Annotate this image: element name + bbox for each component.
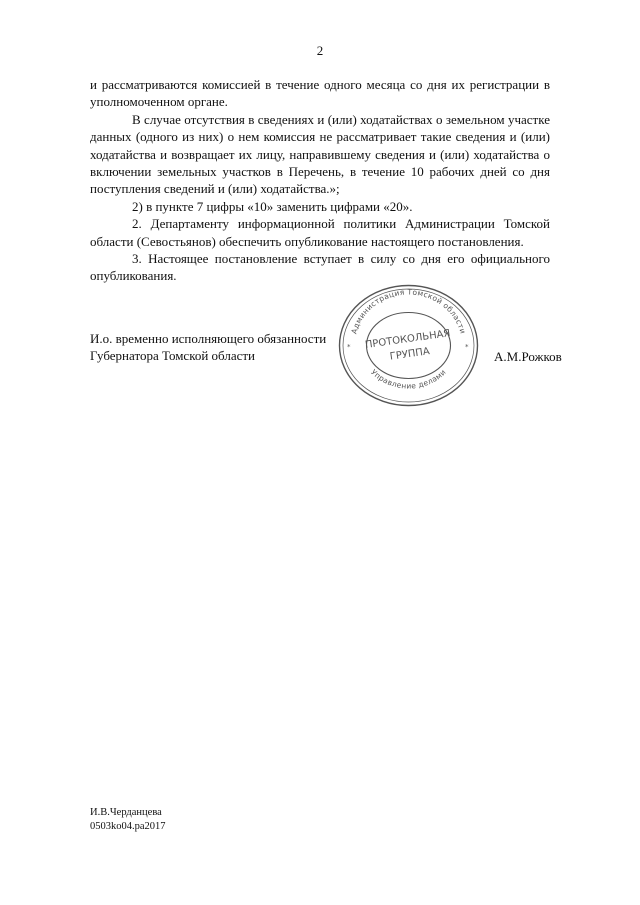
paragraph-publication-order: 2. Департаменту информационной политики Администрации Томской области (Севостьянов) обеспечить опубликование настоящего постановления. xyxy=(90,216,550,249)
stamp-outer-text-top: Администрация Томской области xyxy=(349,287,468,335)
stamp-seal-image xyxy=(337,283,480,408)
document-footer xyxy=(90,806,166,834)
paragraph-absence-clause: В случае отсутствия в сведениях и (или) ходатайствах о земельном участке данных (одного из них) о нем комиссия не рассматривает такие сведения и (или) ходатайства и возвращает их лицу, направившему сведения и (или) ходатайства о включении земельных участков в Перечень, в течение 10 рабочих дней со дня поступления сведений и (или) ходатайства.»; xyxy=(90,111,550,197)
svg-text:Администрация Томской области xyxy=(349,287,467,334)
paragraph-continuation: и рассматриваются комиссией в течение одного месяца со дня их регистрации в уполномоченном органе. xyxy=(90,77,550,110)
signatory-name: А.М.Рожков xyxy=(494,348,562,364)
stamp-outer-text-bottom: Управление делами xyxy=(369,367,448,391)
stamp-inner-line-1: ПРОТОКОЛЬНАЯ xyxy=(364,328,452,351)
paragraph-effective-date: 3. Настоящее постановление вступает в силу со дня его официального опубликования. xyxy=(90,251,550,284)
body-text xyxy=(90,76,550,285)
signatory-title-line-2: Губернатора Томской области xyxy=(90,348,256,364)
official-stamp xyxy=(337,283,480,408)
signatory-title-line-1: И.о. временно исполняющего обязанности xyxy=(90,331,327,346)
stamp-inner-line-2: ГРУППА xyxy=(389,346,431,363)
page-number: 2 xyxy=(316,43,324,58)
signatory-title xyxy=(90,330,326,365)
stamp-star-right: * xyxy=(465,343,469,351)
paragraph-point-7-amendment: 2) в пункте 7 цифры «10» заменить цифрами «20». xyxy=(132,198,413,214)
footer-author: И.В.Черданцева xyxy=(90,807,162,818)
footer-code: 0503ko04.pa2017 xyxy=(90,821,166,832)
stamp-star-left: * xyxy=(347,343,351,351)
